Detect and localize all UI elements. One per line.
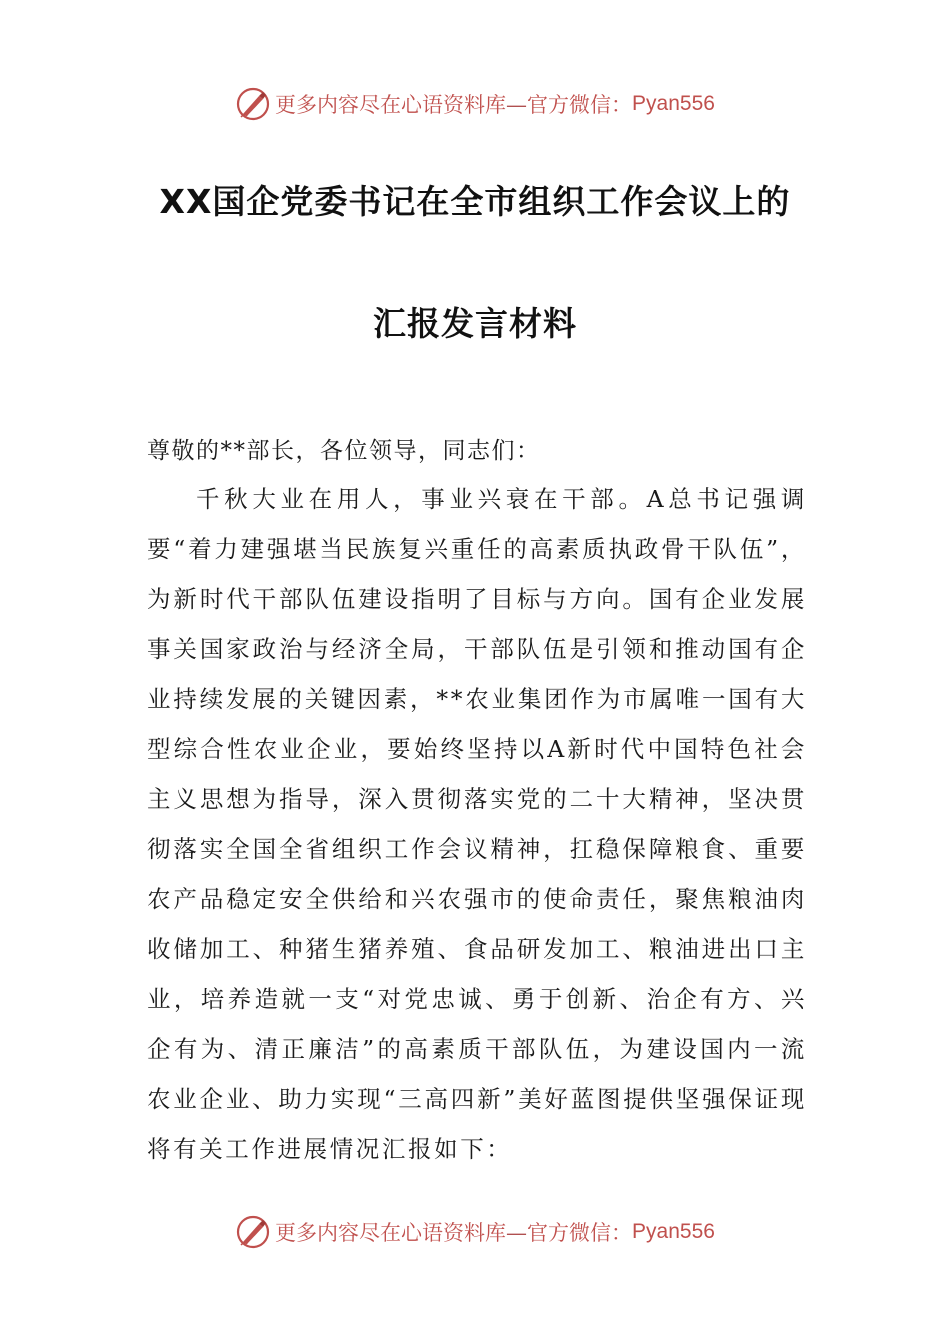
body-paragraph: 千秋大业在用人，事业兴衰在干部。A总书记强调要“着力建强堪当民族复兴重任的高素质执政骨干队伍”，为新时代干部队伍建设指明了目标与方向。国有企业发展事关国家政治与经济全局，干部队伍是引领和推动国有企业持续发展的关键因素，**农业集团作为市属唯一国有大型综合性农业企业，要始终坚持以A新时代中国特色社会主义思想为指导，深入贯彻落实党的二十大精神，坚决贯彻落实全国全省组织工作会议精神，扛稳保障粮食、重要农产品稳定安全供给和兴农强市的使命责任，聚焦粮油肉收储加工、种猪生猪养殖、食品研发加工、粮油进出口主业，培养造就一支“对党忠诚、勇于创新、治企有方、兴企有为、清正廉洁”的高素质干部队伍，为建设国内一流农业企业、助力实现“三高四新”美好蓝图提供坚强保证现将有关工作进展情况汇报如下： bbox=[147, 485, 807, 1163]
document-title-line2: 汇报发言材料 bbox=[373, 304, 577, 343]
document-title-line1: XX国企党委书记在全市组织工作会议上的 bbox=[159, 182, 791, 221]
watermark-text: 更多内容尽在心语资料库—官方微信： bbox=[275, 1221, 633, 1245]
pen-logo-icon bbox=[235, 1214, 271, 1250]
watermark-handle: Pyan556 bbox=[632, 92, 715, 115]
watermark-text: 更多内容尽在心语资料库—官方微信： bbox=[275, 93, 633, 117]
watermark-header bbox=[0, 84, 950, 124]
watermark-handle: Pyan556 bbox=[632, 1220, 715, 1243]
watermark-footer bbox=[0, 1212, 950, 1252]
pen-logo-icon bbox=[235, 86, 271, 122]
salutation: 尊敬的**部长，各位领导，同志们： bbox=[147, 438, 541, 464]
